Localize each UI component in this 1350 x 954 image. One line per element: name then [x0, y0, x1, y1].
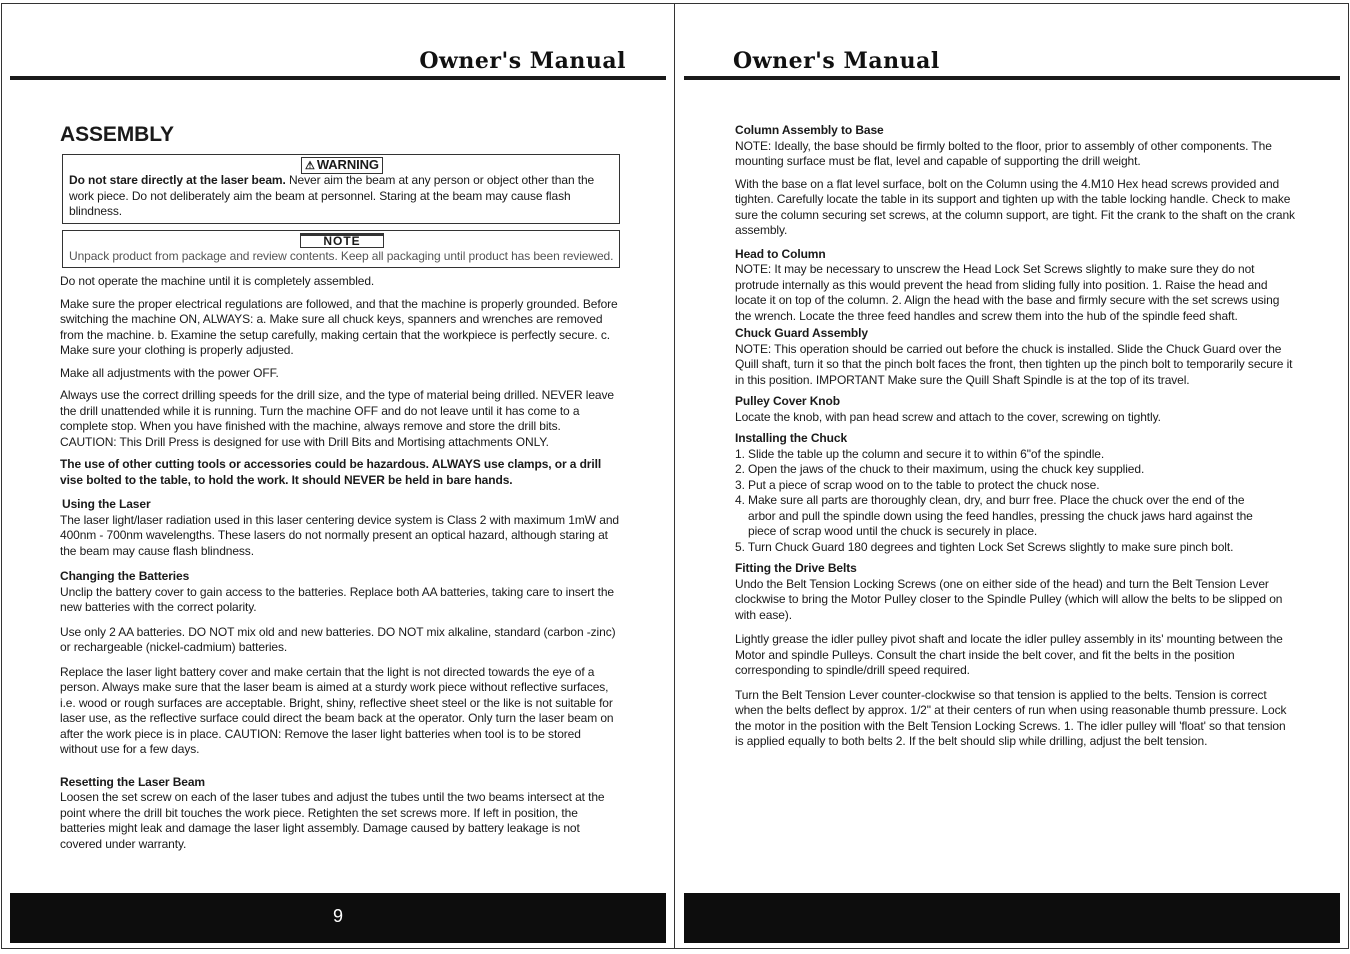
footer-bar — [684, 893, 1340, 943]
page-header-title: Owner's Manual — [733, 48, 940, 74]
page-header-title: Owner's Manual — [419, 48, 626, 74]
list-item: 4. Make sure all parts are thoroughly clean, dry, and burr free. Place the chuck over the end of the — [735, 493, 1245, 507]
chuck-guard-text: NOTE: This operation should be carried out before the chuck is installed. Slide the Chuck Guard over the Quill shaft, turn it so that the pinch bolt faces the front, then tighten up the pinch bolt to temporarily secure it in this position. IMPORTANT Make sure the Quill Shaft Spindle is at the top of its travel. — [735, 341, 1293, 387]
section-title: ASSEMBLY — [60, 123, 174, 146]
paragraph: Always use the correct drilling speeds for the drill size, and the type of material being drilled. NEVER leave the drill unattended while it is running. Turn the machine OFF and do not leave until it has come to a complete stop. When you have finished with the machine, always remove and store the drill bits. CAUTION: This Drill Press is designed for use with Drill Bits and Mortising attachments ONLY. — [60, 388, 614, 449]
chuck-section — [735, 431, 1295, 555]
batteries-paragraph: Replace the laser light battery cover and make certain that the light is not directed towards the eye of a person. Always make sure that the laser beam is aimed at a sturdy work piece without reflective surfaces, i.e. wood or rough surfaces are acceptable. Bright, shiny, reflective sheet steel or the like is not suitable for laser use, as the reflective surface could direct the beam back at the operator. Only turn the laser beam on after the work piece is in place. CAUTION: Remove the laser light batteries when tool is to be stored without use for a few days. — [60, 664, 614, 756]
pulley-cover-heading: Pulley Cover Knob — [735, 394, 840, 408]
pulley-cover-text: Locate the knob, with pan head screw and attach to the cover, screwing on tightly. — [735, 409, 1161, 424]
reset-section — [60, 775, 620, 853]
warning-label: WARNING — [316, 157, 379, 172]
list-item: piece of scrap wood until the chuck is securely in place. — [748, 524, 1038, 538]
head-heading: Head to Column — [735, 246, 826, 261]
laser-text: The laser light/laser radiation used in this laser centering device system is Class 2 with maximum 1mW and 400nm - 700nm wavelengths. These lasers do not normally present an optical hazard, although staring at the beam may cause flash blindness. — [60, 512, 619, 558]
head-section — [735, 247, 1295, 325]
note-label: NOTE — [300, 233, 383, 248]
belts-section — [735, 561, 1295, 750]
paragraph: Make all adjustments with the power OFF. — [60, 365, 279, 380]
list-item: 5. Turn Chuck Guard 180 degrees and tighten Lock Set Screws slightly to make sure pinch bolt. — [735, 539, 1234, 554]
pulley-cover-section — [735, 394, 1295, 425]
list-item: 3. Put a piece of scrap wood on to the table to protect the chuck nose. — [735, 477, 1100, 492]
reset-heading: Resetting the Laser Beam — [60, 774, 205, 789]
list-item: arbor and pull the spindle down using the feed handles, pressing the chuck jaws hard against the — [748, 508, 1253, 523]
header-rule — [10, 76, 666, 80]
reset-text: Loosen the set screw on each of the laser tubes and adjust the tubes until the two beams intersect at the point where the drill bit touches the work piece. Retighten the set screws more. If left in position, the batteries might leak and damage the laser light assembly. Damage caused by battery leakage is not covered under warranty. — [60, 790, 605, 851]
column-heading: Column Assembly to Base — [735, 123, 884, 137]
chuck-guard-section — [735, 326, 1295, 388]
chuck-heading: Installing the Chuck — [735, 431, 848, 445]
belts-heading: Fitting the Drive Belts — [735, 561, 857, 575]
header-rule — [684, 76, 1340, 80]
belts-paragraph: Lightly grease the idler pulley pivot shaft and locate the idler pulley assembly in its' mounting between the Motor and spindle Pulleys. Consult the chart inside the belt cover, and fit the belts in the position corresponding to spindle/drill speed required. — [735, 632, 1283, 677]
belts-paragraph: Turn the Belt Tension Lever counter-clockwise so that tension is applied to the belts. Tension is correct when the belts deflect by approx. 1/2" at their centers of run when using reasonable thumb pressure. Lock the motor in the position with the Belt Tension Locking Screws. 1. The idler pulley will 'float' so that tension is applied equally to both belts 2. If the belt should slip while drilling, adjust the belt tension. — [735, 687, 1287, 748]
warning-triangle-icon: ⚠ — [305, 160, 315, 172]
chuck-guard-heading: Chuck Guard Assembly — [735, 326, 868, 340]
warning-body-text: Never aim the beam at any person or object other than the work piece. Do not deliberately aim the beam at personnel. Staring at the beam may cause flash blindness. — [69, 173, 595, 218]
paragraph: Do not operate the machine until it is completely assembled. — [60, 274, 375, 288]
page-number: 9 — [332, 906, 343, 926]
bold-paragraph: The use of other cutting tools or accessories could be hazardous. ALWAYS use clamps, or a drill vise bolted to the table, to hold the work. It should NEVER be held in bare hands. — [60, 457, 602, 487]
head-text: NOTE: It may be necessary to unscrew the Head Lock Set Screws slightly to make sure they do not protrude internally as this would prevent the head from sliding fully into position. 1. Raise the head and locate it on top of the column. 2. Align the head with the base and firmly secure with the set screws using the wrench. Locate the three feed handles and screw them into the hub of the spindle feed shaft. — [735, 262, 1280, 323]
left-content — [60, 122, 620, 859]
batteries-paragraph: Unclip the battery cover to gain access to the batteries. Replace both AA batteries, taking care to insert the new batteries with the correct polarity. — [60, 584, 614, 614]
note-text: Unpack product from package and review contents. Keep all packaging until product has been reviewed. — [69, 248, 614, 263]
paragraph: Make sure the proper electrical regulations are followed, and that the machine is properly grounded. Before switching the machine ON, ALWAYS: a. Make sure all chuck keys, spanners and wrenches are removed from the machine. b. Examine the setup carefully, making certain that the workpiece is perfectly secure. c. Make sure your clothing is properly adjusted. — [60, 296, 618, 357]
warning-badge — [301, 157, 383, 174]
left-page — [1, 3, 675, 949]
list-item: 1. Slide the table up the column and secure it to within 6"of the spindle. — [735, 446, 1105, 461]
batteries-section — [60, 569, 620, 758]
warning-bold-text: Do not stare directly at the laser beam. — [69, 173, 286, 187]
column-paragraph: NOTE: Ideally, the base should be firmly bolted to the floor, prior to assembly of other components. The mounting surface must be flat, level and capable of supporting the drill weight. — [735, 138, 1272, 168]
warning-box — [62, 154, 620, 224]
warning-text — [69, 173, 615, 220]
footer-bar — [10, 893, 666, 943]
column-paragraph: With the base on a flat level surface, bolt on the Column using the 4.M10 Hex head screws provided and tighten. Carefully locate the table in its support and tighten up with the table locking handle. Check to make sure the column securing set screws, at the column support, are tight. Fit the crank to the shaft on the crank assembly. — [735, 176, 1295, 237]
belts-paragraph: Undo the Belt Tension Locking Screws (one on either side of the head) and turn the Belt Tension Lever clockwise to bring the Motor Pulley closer to the Spindle Pulley (which will allow the belts to be slipped on with ease). — [735, 576, 1283, 622]
list-item: 2. Open the jaws of the chuck to their maximum, using the chuck key supplied. — [735, 462, 1145, 476]
right-content — [735, 123, 1295, 757]
laser-heading: Using the Laser — [62, 497, 151, 511]
laser-section — [60, 497, 620, 559]
column-section — [735, 123, 1295, 239]
note-box — [62, 230, 620, 269]
batteries-heading: Changing the Batteries — [60, 569, 190, 583]
batteries-paragraph: Use only 2 AA batteries. DO NOT mix old and new batteries. DO NOT mix alkaline, standard (carbon -zinc) or rechargeable (nickel-cadmium) batteries. — [60, 624, 616, 654]
right-page — [674, 3, 1349, 949]
